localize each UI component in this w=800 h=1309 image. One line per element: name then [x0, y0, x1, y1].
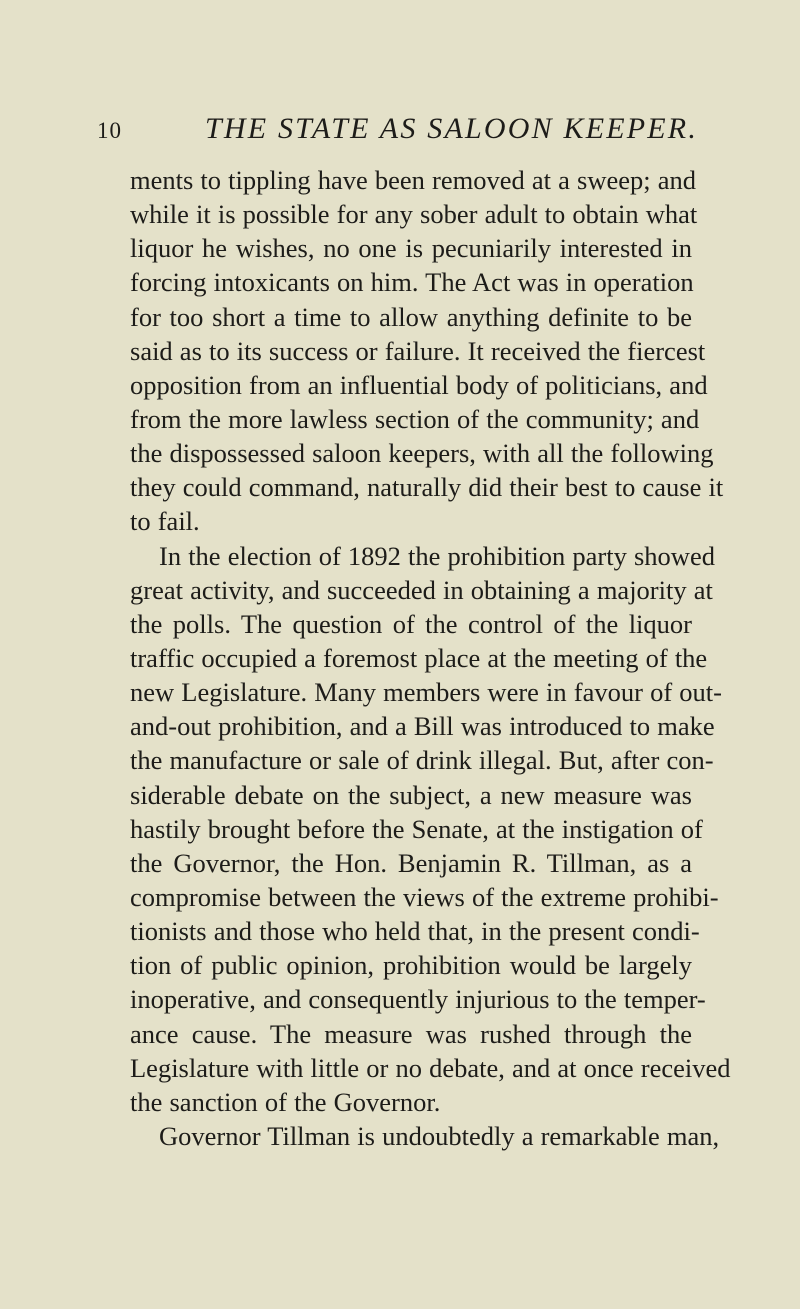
text-line: from the more lawless section of the community; and — [130, 403, 700, 434]
text-line: ance cause. The measure was rushed through the — [130, 1018, 692, 1049]
text-line: Legislature with little or no debate, and at once received — [130, 1052, 731, 1083]
text-line: In the election of 1892 the prohibition party showed — [159, 540, 715, 571]
text-line: the Governor, the Hon. Benjamin R. Tillman, as a — [130, 847, 692, 878]
text-line: new Legislature. Many members were in favour of out- — [130, 677, 722, 708]
text-line: hastily brought before the Senate, at the instigation of — [130, 813, 703, 844]
body-text — [130, 163, 731, 1153]
running-head: THE STATE AS SALOON KEEPER. — [205, 112, 699, 145]
text-line: ments to tippling have been removed at a sweep; and — [130, 165, 696, 195]
text-line: tion of public opinion, prohibition would be largely — [130, 950, 692, 981]
text-line: to fail. — [130, 506, 200, 537]
text-line: said as to its success or failure. It received the fiercest — [130, 335, 706, 366]
text-line: liquor he wishes, no one is pecuniarily interested in — [130, 233, 692, 264]
text-line: inoperative, and consequently injurious to the temper- — [130, 984, 706, 1015]
text-line: the polls. The question of the control of the liquor — [130, 608, 692, 639]
text-line: they could command, naturally did their best to cause it — [130, 472, 724, 503]
text-line: while it is possible for any sober adult to obtain what — [130, 199, 698, 230]
text-line: the dispossessed saloon keepers, with all the following — [130, 438, 714, 469]
text-line: opposition from an influential body of politicians, and — [130, 369, 708, 400]
text-line: forcing intoxicants on him. The Act was in operation — [130, 267, 694, 298]
text-line: the manufacture or sale of drink illegal. But, after con- — [130, 745, 714, 776]
text-line: for too short a time to allow anything definite to be — [130, 301, 692, 332]
text-line: Governor Tillman is undoubtedly a remarkable man, — [159, 1120, 720, 1151]
text-line: siderable debate on the subject, a new measure was — [130, 779, 692, 810]
text-line: and-out prohibition, and a Bill was introduced to make — [130, 711, 715, 742]
text-line: compromise between the views of the extreme prohibi- — [130, 881, 719, 912]
text-line: the sanction of the Governor. — [130, 1086, 441, 1117]
page-header — [0, 112, 800, 148]
text-line: tionists and those who held that, in the present condi- — [130, 916, 700, 947]
text-line: traffic occupied a foremost place at the meeting of the — [130, 642, 708, 673]
text-line: great activity, and succeeded in obtaining a majority at — [130, 574, 713, 605]
page-number: 10 — [97, 118, 122, 143]
